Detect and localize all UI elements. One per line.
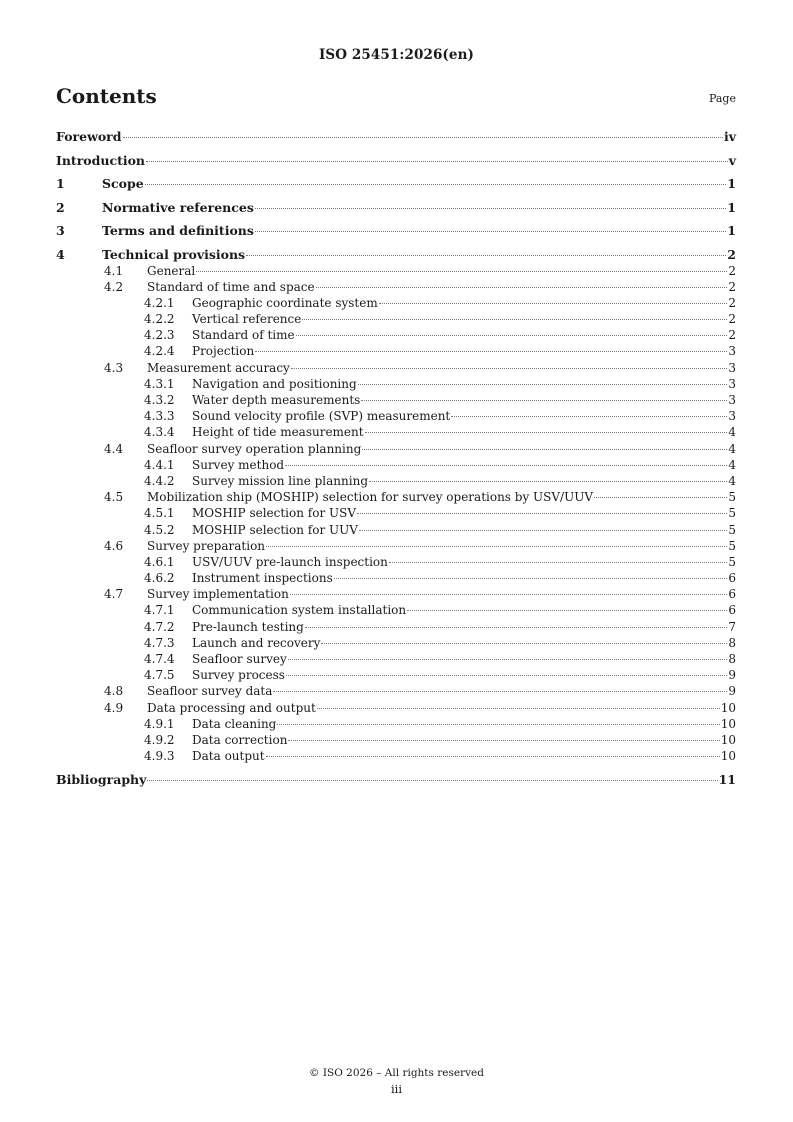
toc-entry-title: Vertical reference (192, 312, 302, 327)
toc-page-number: 5 (728, 490, 736, 505)
toc-section-number: 2 (56, 199, 65, 215)
toc-entry-title: Normative references (102, 199, 254, 215)
dot-leader (357, 513, 727, 514)
dot-leader (317, 708, 720, 709)
toc-page-number: 3 (728, 360, 736, 375)
toc-entry-title: Seafloor survey operation planning (147, 441, 362, 456)
toc-entry-introduction[interactable] (56, 153, 736, 177)
toc-entry-4-5-1[interactable] (56, 506, 736, 522)
toc-entry-title: Geographic coordinate system (192, 295, 378, 310)
toc-entry-title: Launch and recovery (192, 635, 321, 650)
copyright-notice: © ISO 2026 – All rights reserved (309, 1067, 484, 1079)
dot-leader (273, 691, 727, 692)
toc-section-number: 4.8 (104, 684, 124, 699)
page-number: iii (390, 1082, 403, 1096)
toc-entry-title: Navigation and positioning (192, 376, 357, 391)
dot-leader (305, 627, 728, 628)
toc-entry-4-7-4[interactable] (56, 652, 736, 668)
toc-entry-4-3[interactable] (56, 361, 736, 377)
toc-section-number: 4 (56, 246, 65, 262)
dot-leader (277, 724, 719, 725)
toc-entry-title: MOSHIP selection for UUV (192, 522, 358, 537)
toc-section-number: 4.5.1 (144, 506, 175, 521)
toc-entry-4-5[interactable] (56, 490, 736, 506)
toc-entry-4-4[interactable] (56, 442, 736, 458)
toc-section-number: 3 (56, 223, 65, 238)
page-footer (0, 1067, 793, 1096)
toc-entry-4[interactable] (56, 247, 736, 264)
toc-entry-4-7-3[interactable] (56, 636, 736, 652)
toc-entry-title: Data cleaning (192, 716, 277, 731)
toc-section-number: 4.1 (104, 263, 124, 278)
toc-entry-title: Standard of time and space (147, 279, 315, 294)
dot-leader (302, 319, 727, 320)
dot-leader (379, 303, 728, 304)
toc-page-number: 1 (727, 176, 736, 191)
toc-page-number: 4 (728, 473, 736, 488)
dot-leader (361, 400, 727, 401)
dot-leader (407, 610, 727, 611)
toc-section-number: 4.3 (104, 360, 124, 375)
toc-entry-title: Pre-launch testing (192, 619, 304, 634)
dot-leader (296, 335, 728, 336)
toc-entry-4-9[interactable] (56, 701, 736, 717)
dot-leader (266, 756, 720, 757)
dot-leader (123, 137, 723, 138)
toc-section-number: 4.7.5 (144, 668, 175, 683)
toc-entry-title: Water depth measurements (192, 393, 361, 407)
toc-page-number: 2 (728, 312, 736, 327)
dot-leader (362, 449, 727, 450)
page-column-label: Page (708, 92, 736, 105)
toc-section-number: 4.6.2 (144, 571, 175, 586)
dot-leader (288, 740, 719, 741)
dot-leader (290, 594, 728, 595)
dot-leader (316, 287, 728, 288)
dot-leader (288, 659, 728, 660)
contents-title-row (56, 84, 736, 110)
toc-section-number: 4.2.3 (144, 328, 175, 343)
toc-section-number: 4.9.3 (144, 749, 175, 764)
toc-section-number: 4.4.2 (144, 473, 175, 488)
toc-entry-title: Survey process (192, 668, 285, 683)
toc-entry-4-3-1[interactable] (56, 377, 736, 393)
toc-entry-2[interactable] (56, 200, 736, 224)
toc-page-number: 11 (718, 772, 736, 788)
toc-entry-title: General (147, 263, 196, 278)
dot-leader (255, 208, 726, 209)
toc-entry-title: Projection (192, 344, 255, 359)
toc-entry-title: Terms and definitions (102, 223, 254, 238)
toc-section-number: 4.7.1 (144, 603, 175, 618)
toc-entry-4-7-1[interactable] (56, 603, 736, 619)
toc-page-number: 5 (728, 522, 736, 537)
toc-entry-title: Data correction (192, 732, 288, 747)
toc-page-number: 2 (728, 295, 736, 310)
dot-leader (145, 184, 727, 185)
dot-leader (255, 231, 726, 232)
toc-entry-title: Survey method (192, 457, 285, 472)
toc-page-number: 1 (727, 199, 736, 215)
toc-page-number: 5 (728, 554, 736, 569)
toc-section-number: 4.2.2 (144, 312, 175, 327)
toc-entry-title: Seafloor survey (192, 652, 287, 666)
toc-page-number: 6 (728, 587, 736, 602)
toc-page-number: 4 (728, 457, 736, 472)
toc-entry-4-2-4[interactable] (56, 344, 736, 360)
dot-leader (389, 562, 727, 563)
toc-section-number: 4.4.1 (144, 457, 175, 472)
toc-page-number: 2 (727, 246, 736, 262)
toc-entry-4-6[interactable] (56, 539, 736, 555)
toc-page-number: 3 (728, 376, 736, 391)
toc-entry-title: USV/UUV pre-launch inspection (192, 554, 388, 569)
toc-entry-title: Data processing and output (147, 700, 316, 715)
toc-section-number: 4.9 (104, 700, 124, 715)
toc-page-number: 8 (728, 652, 736, 666)
standard-id-header: ISO 25451:2026(en) (318, 47, 475, 63)
toc-section-number: 4.2 (104, 279, 124, 294)
toc-entry-4-9-3[interactable] (56, 749, 736, 772)
toc-page-number: 10 (720, 732, 736, 747)
dot-leader (266, 546, 727, 547)
dot-leader (594, 497, 727, 498)
toc-entry-title: Standard of time (192, 328, 295, 343)
dot-leader (358, 384, 728, 385)
toc-entry-4-2[interactable] (56, 280, 736, 296)
toc-section-number: 4.7.2 (144, 619, 175, 634)
toc-entry-3[interactable] (56, 223, 736, 247)
dot-leader (334, 578, 728, 579)
toc-entry-1[interactable] (56, 176, 736, 200)
toc-entry-4-8[interactable] (56, 684, 736, 700)
contents-title: Contents (56, 84, 157, 108)
toc-page-number: 6 (728, 603, 736, 618)
toc-section-number: 4.7 (104, 587, 124, 602)
toc-entry-4-4-1[interactable] (56, 458, 736, 474)
toc-section-number: 4.2.1 (144, 295, 175, 310)
toc-section-number: 1 (56, 176, 65, 191)
toc-entry-4-2-3[interactable] (56, 328, 736, 344)
toc-section-number: 4.9.1 (144, 716, 175, 731)
toc-page-number: 10 (720, 716, 736, 731)
toc-page-number: 3 (728, 409, 736, 424)
dot-leader (147, 780, 717, 781)
toc-page-number: 9 (728, 668, 736, 683)
toc-entry-title: Data output (192, 749, 265, 764)
toc-page-number: 8 (728, 635, 736, 650)
toc-page-number: 10 (720, 749, 736, 764)
toc-section-number: 4.7.3 (144, 635, 175, 650)
toc-entry-title: Survey implementation (147, 587, 289, 602)
dot-leader (359, 530, 727, 531)
toc-entry-4-9-2[interactable] (56, 733, 736, 749)
toc-entry-title: Foreword (56, 129, 122, 144)
toc-entry-title: Sound velocity profile (SVP) measurement (192, 409, 451, 424)
dot-leader (146, 161, 728, 162)
toc-entry-title: Technical provisions (102, 246, 246, 262)
toc-page-number: 1 (727, 223, 736, 238)
toc-section-number: 4.6 (104, 538, 124, 553)
toc-entry-foreword[interactable] (56, 129, 736, 153)
toc-entry-title: Survey preparation (147, 538, 266, 553)
toc-section-number: 4.3.3 (144, 409, 175, 424)
toc-entry-title: Scope (102, 176, 144, 191)
dot-leader (291, 368, 728, 369)
toc-entry-title: Survey mission line planning (192, 473, 368, 488)
toc-entry-4-6-1[interactable] (56, 555, 736, 571)
dot-leader (255, 351, 727, 352)
toc-page-number: 7 (728, 619, 736, 634)
toc-entry-4-7-2[interactable] (56, 620, 736, 636)
toc-entry-title: Measurement accuracy (147, 360, 290, 375)
toc-page-number: 6 (728, 571, 736, 586)
toc-section-number: 4.7.4 (144, 652, 175, 666)
toc-entry-4-7-5[interactable] (56, 668, 736, 684)
toc-section-number: 4.3.2 (144, 393, 175, 407)
toc-entry-4-9-1[interactable] (56, 717, 736, 733)
toc-page-number: 4 (728, 441, 736, 456)
toc-entry-4-2-1[interactable] (56, 296, 736, 312)
toc-page-number: 2 (728, 328, 736, 343)
toc-page-number: 5 (728, 538, 736, 553)
dot-leader (369, 481, 727, 482)
dot-leader (286, 675, 727, 676)
dot-leader (365, 432, 728, 433)
toc-page-number: 3 (728, 344, 736, 359)
toc-entry-4-2-2[interactable] (56, 312, 736, 328)
toc-entry-4-7[interactable] (56, 587, 736, 603)
toc-entry-title: Height of tide measurement (192, 425, 364, 440)
toc-section-number: 4.3.1 (144, 376, 175, 391)
toc-entry-title: Bibliography (56, 772, 147, 788)
dot-leader (196, 271, 727, 272)
toc-section-number: 4.6.1 (144, 554, 175, 569)
toc-section-number: 4.2.4 (144, 344, 175, 359)
toc-entry-4-3-2[interactable] (56, 393, 736, 409)
toc-entry-title: Introduction (56, 152, 146, 168)
dot-leader (321, 643, 727, 644)
toc-section-number: 4.9.2 (144, 732, 175, 747)
toc-section-number: 4.4 (104, 441, 124, 456)
toc-entry-4-4-2[interactable] (56, 474, 736, 490)
toc-page-number: iv (723, 129, 736, 144)
toc-page-number: 9 (728, 684, 736, 699)
toc-page-number: 2 (728, 279, 736, 294)
dot-leader (451, 416, 727, 417)
toc-entry-4-3-3[interactable] (56, 409, 736, 425)
toc-entry-title: Mobilization ship (MOSHIP) selection for survey operations by USV/UUV (147, 490, 593, 505)
toc-section-number: 4.5.2 (144, 522, 175, 537)
toc-entry-title: MOSHIP selection for USV (192, 506, 357, 521)
toc-entry-4-5-2[interactable] (56, 523, 736, 539)
toc-entry-title: Communication system installation (192, 603, 407, 618)
toc-page-number: 10 (720, 700, 736, 715)
toc-section-number: 4.3.4 (144, 425, 175, 440)
toc-entry-title: Seafloor survey data (147, 684, 273, 699)
toc-page-number: 5 (728, 506, 736, 521)
toc-entry-title: Instrument inspections (192, 571, 333, 586)
toc-page-number: 4 (728, 425, 736, 440)
toc-entry-4-6-2[interactable] (56, 571, 736, 587)
dot-leader (246, 255, 726, 256)
dot-leader (285, 465, 727, 466)
toc-entry-4-1[interactable] (56, 264, 736, 280)
toc-entry-4-3-4[interactable] (56, 425, 736, 441)
table-of-contents (56, 129, 736, 796)
toc-entry-bibliography[interactable] (56, 772, 736, 796)
toc-page-number: v (728, 152, 736, 168)
toc-page-number: 3 (728, 393, 736, 407)
toc-page-number: 2 (728, 263, 736, 278)
toc-section-number: 4.5 (104, 490, 124, 505)
